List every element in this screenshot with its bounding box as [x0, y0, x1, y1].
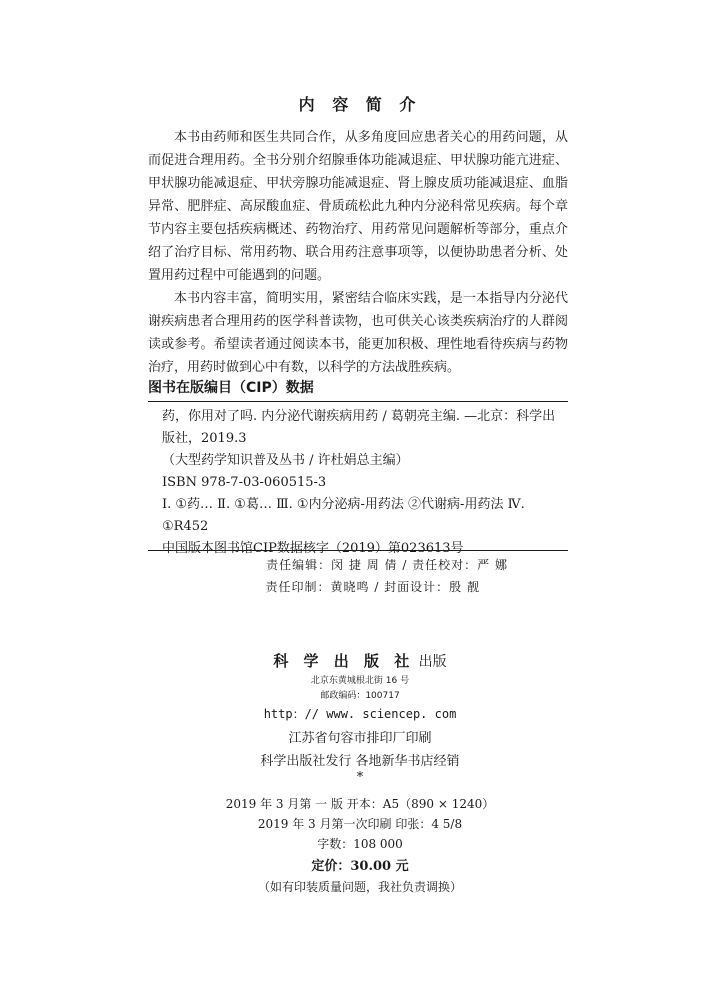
publisher-url: http：// www. sciencep. com: [263, 707, 457, 721]
publisher-suffix: 出版: [418, 654, 447, 670]
distribution: 科学出版社发行 各地新华书店经销: [260, 754, 460, 769]
publisher-postcode: 邮政编码：100717: [320, 691, 400, 701]
quality-note: （如有印装质量问题，我社负责调换）: [257, 880, 462, 894]
price: 定价：30.00 元: [311, 859, 409, 874]
cip-divider: [148, 550, 568, 551]
cip-title-line: 药，你用对了吗. 内分泌代谢疾病用药 / 葛朝亮主编. —北京：科学出版社，2019.3: [162, 409, 556, 446]
cip-isbn: ISBN 978-7-03-060515-3: [162, 475, 327, 490]
publisher-name: 科 学 出 版 社: [273, 652, 415, 670]
summary-title: 内 容 简 介: [298, 95, 422, 114]
publisher-line: [0, 650, 720, 671]
printer: 江苏省句容市排印厂印刷: [288, 731, 432, 746]
cip-classification: Ⅰ. ①药… Ⅱ. ①葛… Ⅲ. ①内分泌病-用药法 ②代谢病-用药法 Ⅳ. ①R452: [162, 497, 525, 534]
cip-header: 图书在版编目（CIP）数据: [148, 377, 568, 402]
separator-star: *: [356, 770, 364, 785]
summary-paragraph-1: 本书由药师和医生共同合作，从多角度回应患者关心的用药问题，从而促进合理用药。全书分别介绍腺垂体功能减退症、甲状腺功能亢进症、甲状腺功能减退症、甲状旁腺功能减退症、肾上腺皮质功能减退症、血脂异常、肥胖症、高尿酸血症、骨质疏松此九种内分泌科常见疾病。每个章节内容主要包括疾病概述、药物治疗、用药常见问题解析等部分，重点介绍了治疗目标、常用药物、联合用药注意事项等，以便协助患者分析、处置用药过程中可能遇到的问题。: [148, 130, 568, 283]
edition-line-2: 2019 年 3 月第一次印刷 印张：4 5/8: [257, 817, 463, 831]
credits-production: 责任印制：黄晓鸣 / 封面设计：殷 靓: [265, 580, 480, 594]
cip-core-number: 中国版本图书馆CIP数据核字（2019）第023613号: [162, 541, 464, 556]
summary-text: [148, 126, 568, 379]
credits-editors: 责任编辑：闵 捷 周 倩 / 责任校对：严 娜: [266, 558, 508, 572]
word-count: 字数：108 000: [317, 837, 403, 851]
credits: [148, 554, 568, 598]
edition-line-1: 2019 年 3 月第 一 版 开本：A5（890 × 1240）: [225, 797, 495, 811]
summary-paragraph-2: 本书内容丰富，简明实用，紧密结合临床实践，是一本指导内分泌代谢疾病患者合理用药的医学科普读物，也可供关心该类疾病治疗的人群阅读或参考。希望读者通过阅读本书，能更加积极、理性地看待疾病与药物治疗，用药时做到心中有数，以科学的方法战胜疾病。: [148, 291, 568, 375]
publisher-address: 北京东黄城根北街 16 号: [310, 676, 410, 686]
cip-record: [148, 406, 568, 560]
cip-series: （大型药学知识普及丛书 / 许杜娟总主编）: [162, 453, 409, 468]
